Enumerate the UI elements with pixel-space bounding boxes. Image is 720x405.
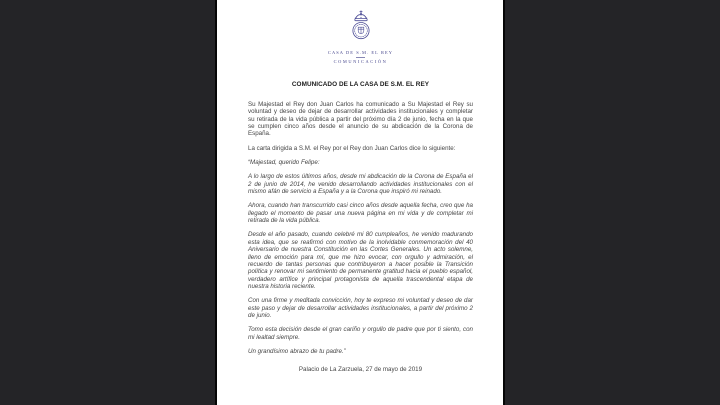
intro-paragraph: Su Majestad el Rey don Juan Carlos ha comunicado a Su Majestad el Rey su voluntad y deseo de dejar de desarrollar actividades institucionales y completar su retirada de la vida pública a partir del próximo día 2 de junio, fecha en la que se cumplen cinco años desde el anuncio de su abdicación de la Corona de España. [248,101,473,138]
letter-paragraph: Desde el año pasado, cuando celebré mi 80 cumpleaños, he venido madurando esta idea, que se reafirmó con motivo de la inolvidable conmemoración del 40 Aniversario de nuestra Constitución en las Cortes Generales. Un acto solemne, lleno de emoción para mí, que me hizo evocar, con orgullo y admiración, el recuerdo de tantas personas que contribuyeron a hacer posible la Transición política y renovar mi sentimiento de permanente gratitud hacia el pueblo español, verdadero artífice y principal protagonista de aquella trascendental etapa de nuestra historia reciente. [248,231,473,290]
letter-salutation: “Majestad, querido Felipe: [248,159,320,167]
document-page [215,0,505,405]
dateline: Palacio de La Zarzuela, 27 de mayo de 2019 [298,366,423,374]
letter-closing: Un grandísimo abrazo de tu padre.” [248,347,346,355]
org-name: CASA DE S.M. EL REY [327,50,394,55]
department-name: COMUNICACIÓN [333,59,388,64]
letter-paragraph: Tomo esta decisión desde el gran cariño y orgullo de padre que por ti siento, con mi lealtad siempre. [248,326,473,341]
intro-paragraph: La carta dirigida a S.M. el Rey por el Rey don Juan Carlos dice lo siguiente: [248,144,456,152]
letterhead-divider [356,57,365,58]
letter-paragraph: Ahora, cuando han transcurrido casi cinco años desde aquella fecha, creo que ha llegado el momento de pasar una nueva página en mi vida y de completar mi retirada de la vida pública. [248,202,473,225]
letter-section [248,159,473,355]
letter-paragraph: A lo largo de estos últimos años, desde mi abdicación de la Corona de España el 2 de junio de 2014, he venido desarrollando actividades institucionales con el mismo afán de servicio a España y a la Corona que inspiró mi reinado. [248,173,473,196]
intro-section [248,101,473,152]
letterhead [248,0,473,64]
document-body [248,101,473,374]
royal-crest-icon [350,10,372,41]
document-title: COMUNICADO DE LA CASA DE S.M. EL REY [291,81,430,88]
letter-paragraph: Con una firme y meditada convicción, hoy te expreso mi voluntad y deseo de dar este paso y dejar de desarrollar actividades institucionales, a partir del próximo 2 de junio. [248,297,473,319]
